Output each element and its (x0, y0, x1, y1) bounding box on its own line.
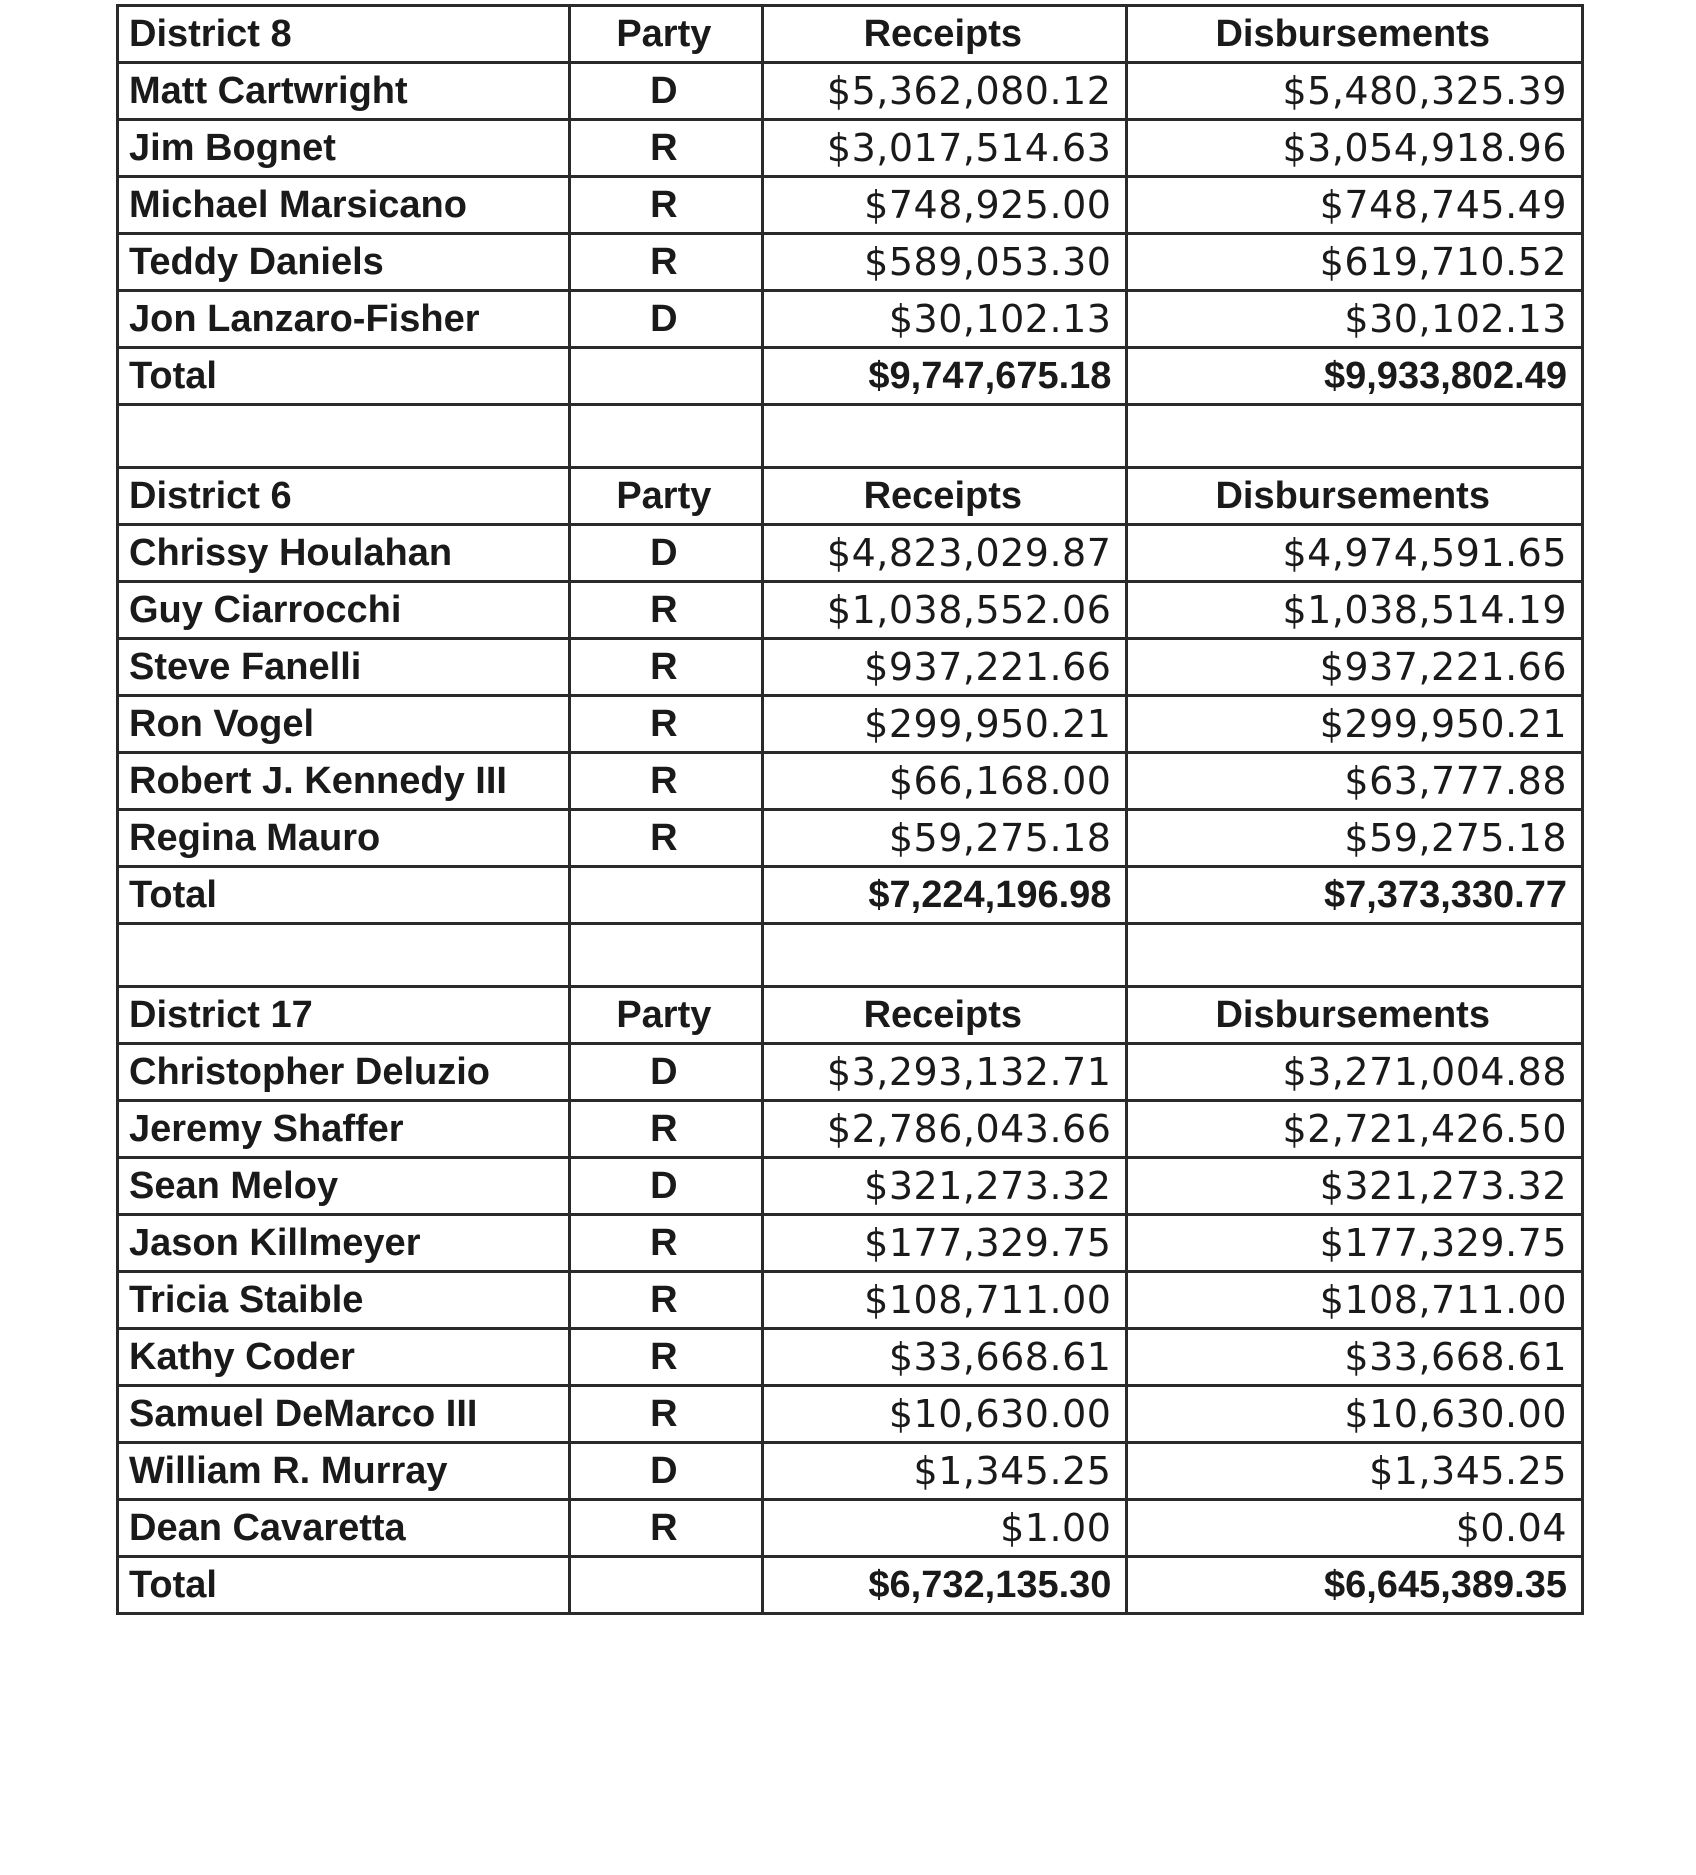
candidate-party: R (569, 1272, 763, 1329)
total-receipts: $6,732,135.30 (763, 1557, 1127, 1614)
candidate-receipts: $589,053.30 (763, 234, 1127, 291)
candidate-receipts: $177,329.75 (763, 1215, 1127, 1272)
spacer-row (118, 405, 1583, 468)
table-row (118, 525, 1583, 582)
party-column-header: Party (569, 987, 763, 1044)
candidate-disbursements: $5,480,325.39 (1127, 63, 1583, 120)
candidate-name: Ron Vogel (118, 696, 570, 753)
table-row (118, 1329, 1583, 1386)
candidate-receipts: $108,711.00 (763, 1272, 1127, 1329)
party-column-header: Party (569, 6, 763, 63)
empty-cell (118, 924, 570, 987)
disbursements-column-header: Disbursements (1127, 987, 1583, 1044)
candidate-party: R (569, 582, 763, 639)
table-row (118, 234, 1583, 291)
candidate-party: R (569, 177, 763, 234)
candidate-disbursements: $177,329.75 (1127, 1215, 1583, 1272)
empty-cell (763, 924, 1127, 987)
candidate-disbursements: $2,721,426.50 (1127, 1101, 1583, 1158)
total-receipts: $7,224,196.98 (763, 867, 1127, 924)
candidate-name: William R. Murray (118, 1443, 570, 1500)
total-disbursements: $9,933,802.49 (1127, 348, 1583, 405)
candidate-receipts: $937,221.66 (763, 639, 1127, 696)
candidate-disbursements: $299,950.21 (1127, 696, 1583, 753)
table-row (118, 63, 1583, 120)
total-label: Total (118, 1557, 570, 1614)
candidate-name: Christopher Deluzio (118, 1044, 570, 1101)
party-column-header: Party (569, 468, 763, 525)
candidate-name: Samuel DeMarco III (118, 1386, 570, 1443)
receipts-column-header: Receipts (763, 6, 1127, 63)
candidate-party: R (569, 1500, 763, 1557)
candidate-party: D (569, 63, 763, 120)
candidate-receipts: $10,630.00 (763, 1386, 1127, 1443)
candidate-party: D (569, 525, 763, 582)
candidate-disbursements: $0.04 (1127, 1500, 1583, 1557)
candidate-disbursements: $1,345.25 (1127, 1443, 1583, 1500)
table-row (118, 1443, 1583, 1500)
candidate-receipts: $3,293,132.71 (763, 1044, 1127, 1101)
table-row (118, 810, 1583, 867)
total-disbursements: $6,645,389.35 (1127, 1557, 1583, 1614)
campaign-finance-table (116, 4, 1584, 1615)
table-row (118, 1101, 1583, 1158)
candidate-name: Steve Fanelli (118, 639, 570, 696)
candidate-name: Guy Ciarrocchi (118, 582, 570, 639)
candidate-name: Michael Marsicano (118, 177, 570, 234)
candidate-party: R (569, 810, 763, 867)
candidate-name: Robert J. Kennedy III (118, 753, 570, 810)
candidate-receipts: $33,668.61 (763, 1329, 1127, 1386)
candidate-disbursements: $108,711.00 (1127, 1272, 1583, 1329)
total-disbursements: $7,373,330.77 (1127, 867, 1583, 924)
receipts-column-header: Receipts (763, 987, 1127, 1044)
empty-cell (569, 405, 763, 468)
candidate-name: Jim Bognet (118, 120, 570, 177)
candidate-disbursements: $4,974,591.65 (1127, 525, 1583, 582)
total-label: Total (118, 867, 570, 924)
district-header-row (118, 987, 1583, 1044)
candidate-receipts: $59,275.18 (763, 810, 1127, 867)
table-row (118, 1215, 1583, 1272)
candidate-receipts: $1,345.25 (763, 1443, 1127, 1500)
candidate-receipts: $4,823,029.87 (763, 525, 1127, 582)
total-row (118, 867, 1583, 924)
candidate-party: R (569, 753, 763, 810)
campaign-finance-sheet (116, 4, 1584, 1615)
candidate-disbursements: $1,038,514.19 (1127, 582, 1583, 639)
candidate-party: R (569, 1329, 763, 1386)
candidate-disbursements: $748,745.49 (1127, 177, 1583, 234)
candidate-disbursements: $3,054,918.96 (1127, 120, 1583, 177)
candidate-receipts: $321,273.32 (763, 1158, 1127, 1215)
empty-cell (1127, 924, 1583, 987)
table-row (118, 1500, 1583, 1557)
total-party-empty (569, 1557, 763, 1614)
candidate-receipts: $2,786,043.66 (763, 1101, 1127, 1158)
total-party-empty (569, 348, 763, 405)
candidate-disbursements: $619,710.52 (1127, 234, 1583, 291)
table-row (118, 1272, 1583, 1329)
candidate-name: Sean Meloy (118, 1158, 570, 1215)
spacer-row (118, 924, 1583, 987)
candidate-receipts: $30,102.13 (763, 291, 1127, 348)
disbursements-column-header: Disbursements (1127, 468, 1583, 525)
candidate-name: Matt Cartwright (118, 63, 570, 120)
candidate-receipts: $1.00 (763, 1500, 1127, 1557)
candidate-disbursements: $33,668.61 (1127, 1329, 1583, 1386)
district-name: District 8 (118, 6, 570, 63)
table-row (118, 1158, 1583, 1215)
table-row (118, 639, 1583, 696)
table-row (118, 753, 1583, 810)
candidate-disbursements: $30,102.13 (1127, 291, 1583, 348)
candidate-party: R (569, 639, 763, 696)
candidate-party: D (569, 1044, 763, 1101)
total-party-empty (569, 867, 763, 924)
candidate-name: Dean Cavaretta (118, 1500, 570, 1557)
district-header-row (118, 468, 1583, 525)
candidate-party: R (569, 234, 763, 291)
district-name: District 17 (118, 987, 570, 1044)
total-row (118, 1557, 1583, 1614)
total-row (118, 348, 1583, 405)
table-row (118, 1044, 1583, 1101)
candidate-name: Jason Killmeyer (118, 1215, 570, 1272)
candidate-receipts: $66,168.00 (763, 753, 1127, 810)
candidate-party: R (569, 1386, 763, 1443)
empty-cell (1127, 405, 1583, 468)
candidate-party: R (569, 696, 763, 753)
table-row (118, 177, 1583, 234)
candidate-receipts: $748,925.00 (763, 177, 1127, 234)
candidate-name: Teddy Daniels (118, 234, 570, 291)
candidate-receipts: $299,950.21 (763, 696, 1127, 753)
disbursements-column-header: Disbursements (1127, 6, 1583, 63)
candidate-disbursements: $937,221.66 (1127, 639, 1583, 696)
district-name: District 6 (118, 468, 570, 525)
table-row (118, 582, 1583, 639)
candidate-disbursements: $3,271,004.88 (1127, 1044, 1583, 1101)
total-receipts: $9,747,675.18 (763, 348, 1127, 405)
candidate-party: R (569, 1101, 763, 1158)
empty-cell (763, 405, 1127, 468)
candidate-name: Chrissy Houlahan (118, 525, 570, 582)
candidate-receipts: $1,038,552.06 (763, 582, 1127, 639)
candidate-disbursements: $59,275.18 (1127, 810, 1583, 867)
empty-cell (569, 924, 763, 987)
empty-cell (118, 405, 570, 468)
candidate-party: D (569, 291, 763, 348)
candidate-disbursements: $321,273.32 (1127, 1158, 1583, 1215)
candidate-name: Jon Lanzaro-Fisher (118, 291, 570, 348)
receipts-column-header: Receipts (763, 468, 1127, 525)
candidate-disbursements: $10,630.00 (1127, 1386, 1583, 1443)
candidate-name: Tricia Staible (118, 1272, 570, 1329)
candidate-party: D (569, 1158, 763, 1215)
candidate-party: D (569, 1443, 763, 1500)
candidate-receipts: $3,017,514.63 (763, 120, 1127, 177)
district-header-row (118, 6, 1583, 63)
candidate-name: Regina Mauro (118, 810, 570, 867)
candidate-party: R (569, 1215, 763, 1272)
table-row (118, 1386, 1583, 1443)
table-row (118, 291, 1583, 348)
candidate-name: Jeremy Shaffer (118, 1101, 570, 1158)
table-body (118, 6, 1583, 1614)
candidate-disbursements: $63,777.88 (1127, 753, 1583, 810)
table-row (118, 120, 1583, 177)
total-label: Total (118, 348, 570, 405)
candidate-name: Kathy Coder (118, 1329, 570, 1386)
table-row (118, 696, 1583, 753)
candidate-receipts: $5,362,080.12 (763, 63, 1127, 120)
candidate-party: R (569, 120, 763, 177)
